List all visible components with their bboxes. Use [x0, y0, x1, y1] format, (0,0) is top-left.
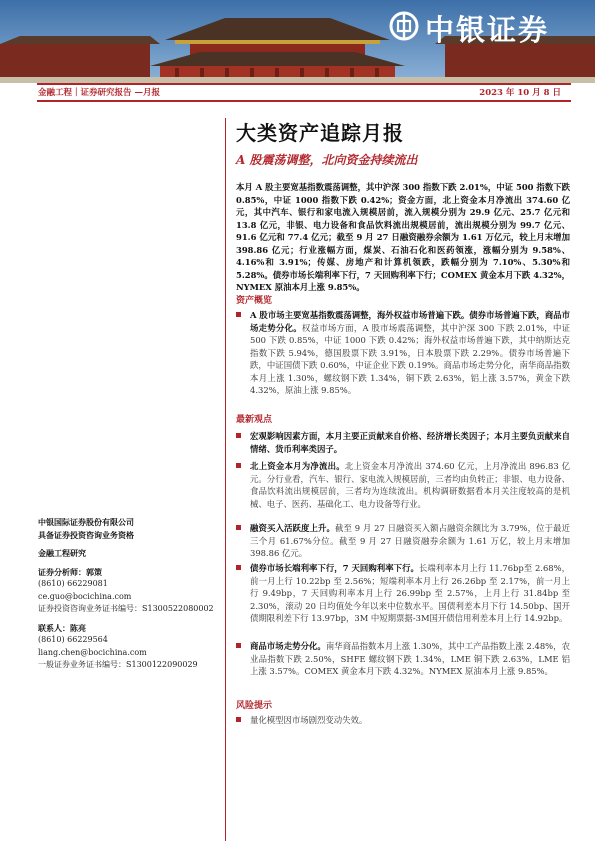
bullet-square-icon: [236, 717, 241, 722]
report-category: 金融工程｜证券研究报告 —月报: [38, 88, 160, 98]
bullet-bold: 融资买入活跃度上升。: [250, 523, 335, 533]
bullet-bold: A 股市场主要宽基指数震荡调整，海外权益市场普遍下跌。债券市场普遍下跌，商品市场走势分化。: [250, 310, 570, 333]
contact-cert: 一般证券业务证书编号：S1300122090029: [38, 660, 198, 669]
views-bullet-1: [236, 430, 570, 455]
column-divider: [225, 118, 226, 841]
department: 金融工程研究: [38, 548, 86, 558]
summary-paragraph: 本月 A 股主要宽基指数震荡调整，其中沪深 300 指数下跌 2.01%，中证 500 指数下跌 0.85%，中证 1000 指数下跌 0.42%；资金方面，北上资金本月净流出 374.60 亿元，其中汽车、银行和家电流入规模居前，流入规模分别为 29.9 亿元、25.7 亿元和 13.8 亿元，非银、电力设备和食品饮料流出规模居前，流出规模分别为 99.7 亿元、91.6 亿元和 77.4 亿元；截至 9 月 27 日融资融券余额为 1.61 万亿元，较上月末增加 398.86 亿元；行业涨幅方面，煤炭、石油石化和医药领涨，涨幅分别为 9.58%、4.16%和 3.91%；传媒、房地产和计算机领跌，跌幅分别为 7.10%、5.30%和 5.28%。债券市场长端利率下行，7 天回购利率下行；COMEX 黄金本月下跌 4.32%，NYMEX 原油本月上涨 9.85%。: [236, 182, 570, 292]
bullet-square-icon: [236, 312, 241, 317]
views-bullet-3: [236, 522, 570, 560]
header-rule-bottom: [37, 100, 571, 102]
bullet-bold: 宏观影响因素方面，本月主要正贡献来自价格、经济增长类因子；本月主要负贡献来自情绪、货币利率类因子。: [250, 431, 570, 454]
bank-of-china-logo-icon: [389, 11, 419, 41]
contact-phone: (8610) 66229564: [38, 635, 108, 644]
section-heading-views: 最新观点: [236, 415, 273, 425]
views-bullet-2: [236, 460, 570, 510]
header-banner: [0, 0, 595, 83]
report-title: 大类资产追踪月报: [236, 121, 404, 145]
contact-email[interactable]: liang.chen@bocichina.com: [38, 647, 147, 657]
bullet-square-icon: [236, 643, 241, 648]
views-bullet-5: [236, 640, 570, 678]
bullet-text: 北上资金本月净流出 374.60 亿元，上月净流出 896.83 亿元。分行业看，汽车、银行、家电流入规模居前，三者均由负转正；非银、电力设备、食品饮料流出规模居前，三者均为连续流出。机构调研数据看本月关注度较高的是机械、电子、医药、基础化工、电力设备等行业。: [250, 461, 570, 509]
report-subtitle: A 股震荡调整，北向资金持续流出: [236, 153, 418, 167]
bullet-bold: 债券市场长端利率下行，7 天回购利率下行。: [250, 563, 419, 573]
section-heading-risk: 风险提示: [236, 701, 273, 711]
bullet-text: 长端利率本月上行 11.76bp至 2.68%，前一月上行 10.22bp 至 2.56%；短端利率本月上行 26.26bp 至 2.17%，前一月上行 9.49bp，7 天回购利率本月上行 26.99bp 至 2.57%，上月上行 31.84bp 至 2.30%，滚动 20 日均值处今年以来中位数水平。国债利差本月下行 14.50bp、国开债期限利差下行 13.97bp，3M 中短期票据-3M国开债信用利差本月上行 14.92bp。: [250, 563, 570, 623]
company-qualification: 具备证券投资咨询业务资格: [38, 529, 134, 540]
header-rule-top: [37, 83, 571, 85]
bullet-square-icon: [236, 525, 241, 530]
report-date: 2023 年 10 月 8 日: [479, 88, 561, 98]
bullet-text: 权益市场方面，A 股市场震荡调整，其中沪深 300 下跌 2.01%，中证 500 下跌 0.85%，中证 1000 下跌 0.42%；海外权益市场普遍下跌，其中纳斯达克指数下跌 5.94%，德国股票下跌 3.91%，日本股票下跌 2.29%。债券市场普遍下跌，中证国债下跌 0.60%，中证企业下跌 0.19%。商品市场走势分化，南华商品指数本月上涨 1.30%，螺纹钢下跌 1.34%，铜下跌 2.63%，铝上涨 3.57%，黄金下跌 4.32%，原油上涨 9.85%。: [250, 322, 570, 395]
bullet-bold: 商品市场走势分化。: [250, 641, 326, 651]
bullet-text: 南华商品指数本月上涨 1.30%，其中工产品指数上涨 2.48%，农业品指数下跌 2.50%，SHFE 螺纹钢下跌 1.34%，LME 铜下跌 2.63%，LME 铝上涨 3.57%。COMEX 黄金本月下跌 4.32%。NYMEX 原油本月上涨 9.85%。: [250, 641, 570, 676]
bullet-square-icon: [236, 463, 241, 468]
analyst-label: 证券分析师：郭策: [38, 566, 102, 577]
brand-name: 中银证券: [425, 13, 550, 47]
views-bullet-4: [236, 562, 570, 625]
bullet-square-icon: [236, 565, 241, 570]
analyst-email[interactable]: ce.guo@bocichina.com: [38, 591, 132, 601]
bullet-bold: 北上资金本月为净流出。: [250, 461, 345, 471]
risk-bullet: [236, 714, 570, 727]
sidebar-info: [38, 516, 218, 672]
analyst-cert: 证券投资咨询业务证书编号：S1300522080002: [38, 604, 214, 613]
section-heading-overview: 资产概览: [236, 296, 273, 306]
bullet-square-icon: [236, 433, 241, 438]
bullet-text: 截至 9 月 27 日融资买入额占融资余额比为 3.79%，位于最近三个月 61.67%分位。截至 9 月 27 日融资融券余额为 1.61 万亿，较上月末增加 398.86 亿元。: [250, 523, 571, 558]
contact-label: 联系人：陈亮: [38, 622, 86, 633]
overview-bullet: [236, 309, 570, 397]
company-name: 中银国际证券股份有限公司: [38, 517, 134, 527]
analyst-phone: (8610) 66229081: [38, 579, 108, 588]
bullet-text: 量化模型因市场剧烈变动失效。: [250, 715, 368, 725]
